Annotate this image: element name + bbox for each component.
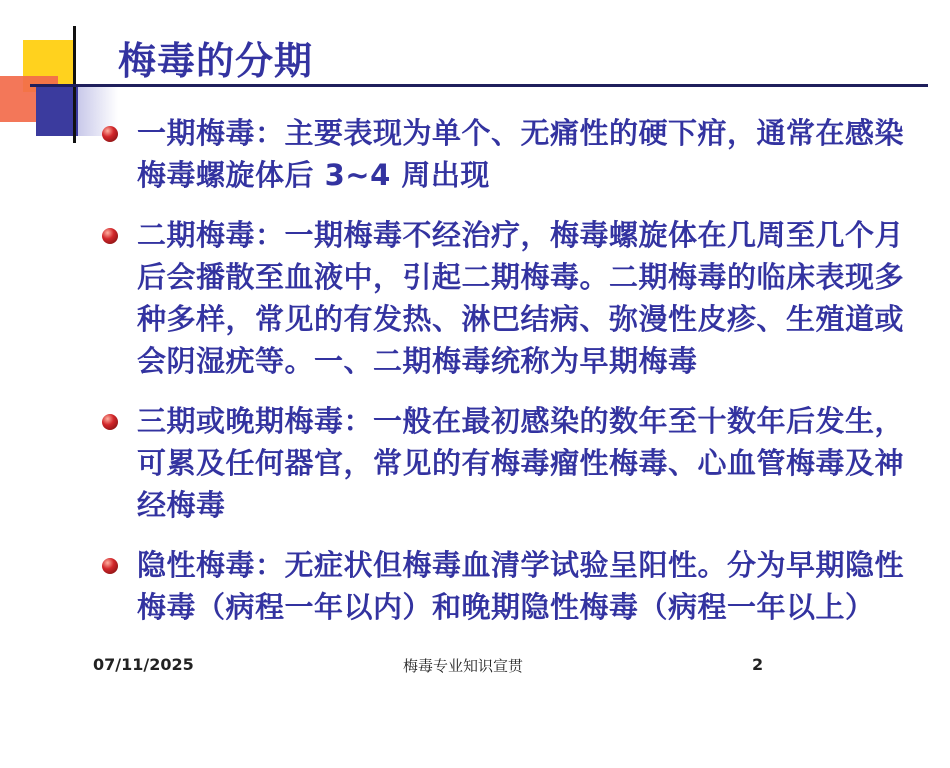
bullet-text: 三期或晚期梅毒：一般在最初感染的数年至十数年后发生，可累及任何器官，常见的有梅毒瘤性梅毒、心血管梅毒及神经梅毒 (137, 404, 905, 522)
footer-title: 梅毒专业知识宣贯 (403, 657, 524, 675)
bullet-text: 二期梅毒：一期梅毒不经治疗，梅毒螺旋体在几周至几个月后会播散至血液中，引起二期梅毒。二期梅毒的临床表现多种多样，常见的有发热、淋巴结病、弥漫性皮疹、生殖道或会阴湿疣等。一、二期梅毒统称为早期梅毒 (137, 218, 905, 378)
bullet-item-tertiary (100, 400, 912, 526)
bullet-dot-icon (102, 228, 118, 244)
bullet-text: 隐性梅毒：无症状但梅毒血清学试验呈阳性。分为早期隐性梅毒（病程一年以内）和晚期隐性梅毒（病程一年以上） (137, 548, 905, 624)
bullet-text: 一期梅毒：主要表现为单个、无痛性的硬下疳，通常在感染梅毒螺旋体后 3~4 周出现 (137, 116, 905, 192)
bullet-item-primary (100, 112, 912, 196)
slide-title: 梅毒的分期 (118, 39, 314, 83)
bullet-dot-icon (102, 558, 118, 574)
bullet-dot-icon (102, 414, 118, 430)
bullet-item-latent (100, 544, 912, 628)
bullet-item-secondary (100, 214, 912, 382)
bullet-dot-icon (102, 126, 118, 142)
bullet-list (100, 112, 912, 646)
footer-date: 07/11/2025 (93, 655, 194, 674)
page-number: 2 (752, 655, 764, 674)
